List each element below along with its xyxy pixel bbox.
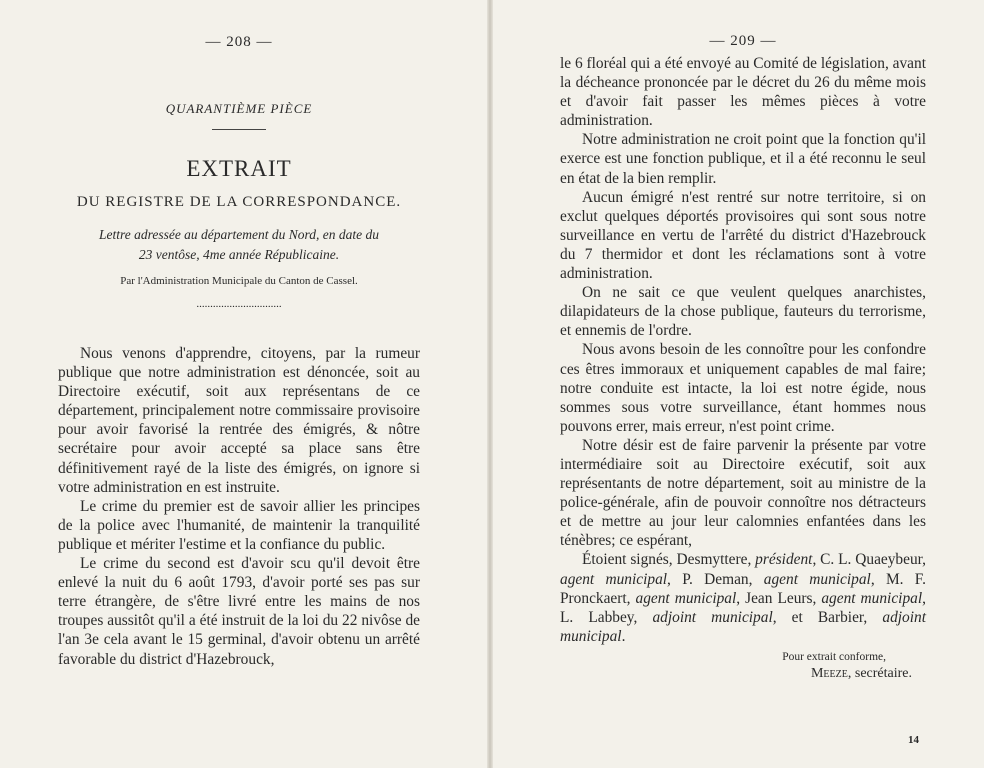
paragraph: Notre administration ne croit point que la fonction qu'il exerce est une fonction publique, et il a été reconnu le seul en état de la bien remplir. (560, 131, 926, 187)
left-page (0, 0, 490, 768)
sig-role: adjoint municipal (560, 608, 926, 645)
page-number: — 209 — (709, 33, 777, 49)
letter-line: 23 ventôse, 4me année Républicaine. (138, 247, 340, 262)
paragraph: Le crime du premier est de savoir allier les principes de la police avec l'humanité, de maintenir la tranquilité publique et mériter l'estime et la confiance du public. (58, 497, 420, 553)
letter-line: Lettre adressée au département du Nord, en date du (98, 227, 380, 242)
paragraph: le 6 floréal qui a été envoyé au Comité de législation, avant la décheance prononcée par le décret du 26 du même mois et d'avoir fait passer les mêmes pièces à votre administration. (560, 55, 926, 130)
sig-text: . (621, 627, 626, 645)
sig-role: agent municipal (635, 589, 737, 607)
right-page (490, 0, 984, 768)
sig-role: agent municipal (560, 570, 668, 588)
sig-text: , M. F. Pronckaert, (560, 570, 926, 607)
letter-description (58, 225, 420, 265)
heading-rule (212, 129, 266, 130)
paragraph: Le crime du second est d'avoir scu qu'il devoit être enlevé la nuit du 6 août 1793, d'avoir porté ses pas sur terre étrangère, de s'être livré entre les mains de nos troupes aussitôt qu'il a été instruit de la loi du 22 nivôse de l'an 3e cela avant le 15 germinal, d'avoir obtenu un arrêté favorable du district d'Hazebrouck, (58, 555, 420, 668)
dotted-separator: ............................... (196, 298, 282, 310)
paragraph: Aucun émigré n'est rentré sur notre territoire, si on exclut quelques déportés provisoires qui sont sous notre surveillance en vertu de l'arrêté du district d'Hazebrouck du 7 thermidor et dont les réclamations sont à votre administration. (560, 188, 926, 283)
sig-role: adjoint municipal (652, 608, 773, 626)
page-number: — 208 — (205, 34, 273, 50)
signatures-paragraph (560, 550, 926, 645)
body-text (58, 344, 420, 669)
paragraph: Notre désir est de faire parvenir la présente par votre intermédiaire soit au Directoire exécutif, soit aux représentants de notre département, soit au ministre de la police-générale, afin de pouvoir connoître nos détracteurs et de mettre au jour leur calomnies enfantées dans les ténèbres; ce espérant, (560, 436, 926, 550)
document-title: EXTRAIT (186, 156, 292, 181)
piece-heading: QUARANTIÈME PIÈCE (165, 101, 313, 116)
sig-text: , et Barbier, (772, 608, 883, 626)
secretary-signature (560, 666, 912, 682)
sig-text: , L. Labbey, (560, 589, 926, 626)
sig-text: , Jean Leurs, (736, 589, 822, 607)
body-text (560, 54, 926, 646)
sig-role: président (755, 551, 813, 569)
sig-text: , P. Deman, (667, 570, 764, 588)
document-subtitle: DU REGISTRE DE LA CORRESPONDANCE. (76, 194, 402, 210)
sheet-number: 14 (908, 734, 919, 746)
author-line: Par l'Administration Municipale du Canton de Cassel. (120, 275, 358, 287)
certification-line: Pour extrait conforme, (782, 650, 886, 663)
paragraph: On ne sait ce que veulent quelques anarchistes, dilapidateurs de la chose publique, fauteurs du terrorisme, et ennemis de l'ordre. (560, 284, 926, 340)
sig-role: agent municipal (821, 589, 923, 607)
sig-text: Étoient signés, Desmyttere, (582, 551, 756, 569)
sig-role: agent municipal (763, 570, 871, 588)
sig-text: , C. L. Quaeybeur, (812, 551, 927, 569)
signer-name: Meeze (810, 665, 848, 681)
paragraph: Nous venons d'apprendre, citoyens, par la rumeur publique que notre administration est dénoncée, soit au Directoire exécutif, soit aux représentans de ce département, principalement notre commissaire provisoire pour avoir favorisé la rentrée des émigrés, & nôtre secrétaire pour avoir accepté sa place sans être définitivement rayé de la liste des émigrés, on ignore si votre administration en est instruite. (58, 345, 420, 496)
paragraph: Nous avons besoin de les connoître pour les confondre ces êtres immoraux et uniquement capables de mal faire; notre conduite est intacte, la loi est notre égide, nous sommes sous votre surveillance, étant hommes nous pouvons errer, mais erreur, n'est point crime. (560, 341, 926, 435)
signer-title: , secrétaire. (847, 665, 912, 681)
